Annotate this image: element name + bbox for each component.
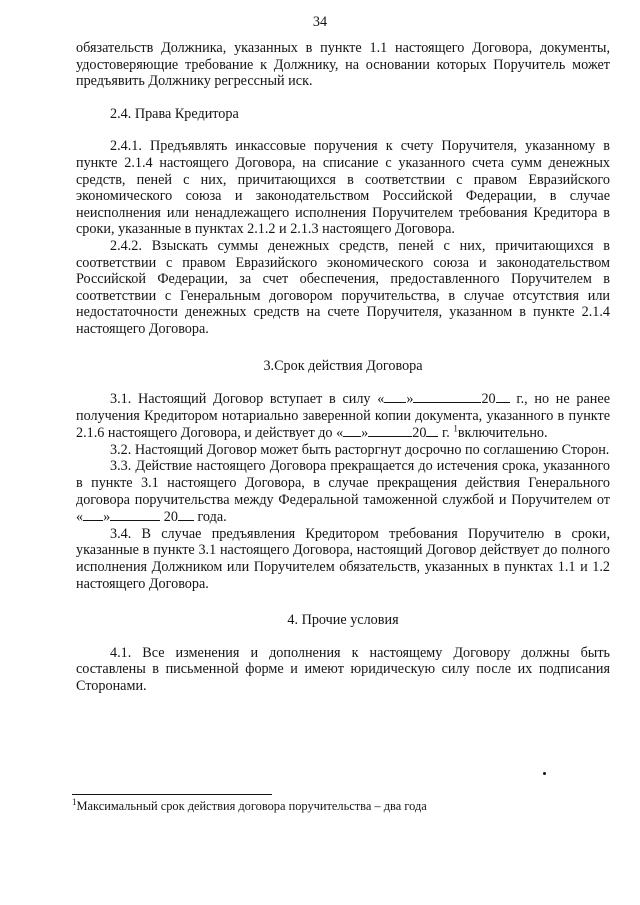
page-number: 34 [312, 14, 328, 30]
footnote-text: Максимальный срок действия договора поручительства – два года [76, 799, 427, 813]
clause-3-1-part: 20 [412, 425, 427, 442]
clause-2-4-1: 2.4.1. Предъявлять инкассовые поручения к счету Поручителя, указанному в пункте 2.1.4 настоящего Договора, на списание с указанного счета сумм денежных средств, пеней с них, причитающихся в соответствии с правом Евразийского экономического союза и законодательством Российской Федерации, в случае неисполнения или ненадлежащего исполнения Поручителем требования Кредитора в сроки, указанные в пунктах 2.1.2 и 2.1.3 настоящего Договора. [76, 138, 610, 238]
year-blank [426, 424, 438, 437]
clause-3-3-part: 3.3. Действие настоящего Договора прекращается до истечения срока, указанного в пункте 3.1 настоящего Договора, в случае прекращения действия Генерального договора поручительства между Федеральной таможенной службой и Поручителем от « [76, 458, 610, 526]
clause-2-4-2: 2.4.2. Взыскать суммы денежных средств, пеней с них, причитающихся в соответствии с правом Евразийского экономического союза и законодательством Российской Федерации, за счет обеспечения, предоставленного Поручителем в соответствии с Генеральным договором поручительства, в случае отсутствия или недостаточности денежных средств на счете Поручителя, указанном в пункте 2.1.4 настоящего Договора. [76, 237, 610, 337]
clause-3-3-part: года. [193, 509, 227, 526]
clause-3-2: 3.2. Настоящий Договор может быть расторгнут досрочно по соглашению Сторон. [110, 441, 610, 458]
clause-3-1-part: 20 [481, 391, 496, 408]
year-blank [178, 508, 194, 521]
clause-3-1-part: включительно. [457, 425, 548, 442]
clause-3-3-part: » [103, 509, 111, 526]
footnote-divider [72, 794, 272, 795]
clause-3-4: 3.4. В случае предъявления Кредитором требования Поручителю в сроки, указанные в пункте 3.1 настоящего Договора, настоящий Договор действует до полного исполнения Должником или Поручителем обязательств, указанных в пунктах 1.1 и 1.2 настоящего Договора. [76, 525, 610, 592]
document-body [76, 40, 610, 695]
clause-3-1-part: г., но не ранее получения Кредитором нотариально заверенной копии документа, указанного в пункте 2.1.6 настоящего Договора, и действует до « [76, 391, 610, 442]
clause-3-1-part: 3.1. Настоящий Договор вступает в силу « [110, 391, 385, 408]
clause-3-1-part: » [406, 391, 414, 408]
day-blank [343, 424, 361, 437]
clause-3-1-part: » [361, 425, 369, 442]
month-blank [413, 390, 481, 403]
scan-speck [543, 772, 546, 775]
clause-3-1-part: г. [438, 425, 454, 442]
clause-4-1: 4.1. Все изменения и дополнения к настоящему Договору должны быть составлены в письменной форме и имеют юридическую силу после их подписания Сторонами. [76, 644, 610, 694]
month-blank [110, 508, 160, 521]
footnote-mark: 1 [72, 796, 77, 807]
month-blank [368, 424, 412, 437]
day-blank [83, 508, 103, 521]
section-4-title: 4. Прочие условия [287, 612, 399, 629]
clause-3-3-part: 20 [160, 509, 178, 526]
year-blank [496, 390, 510, 403]
footnote [72, 796, 612, 814]
section-2-4-title: 2.4. Права Кредитора [110, 105, 239, 122]
day-blank [384, 390, 406, 403]
section-3-title: 3.Срок действия Договора [263, 357, 423, 374]
intro-paragraph: обязательств Должника, указанных в пункте 1.1 настоящего Договора, документы, удостоверяющие требование к Должнику, на основании которых Поручитель может предъявить Должнику регрессный иск. [76, 40, 610, 90]
footnote-ref: 1 [453, 423, 458, 434]
clause-3-3 [76, 458, 610, 525]
clause-3-1 [76, 390, 610, 442]
